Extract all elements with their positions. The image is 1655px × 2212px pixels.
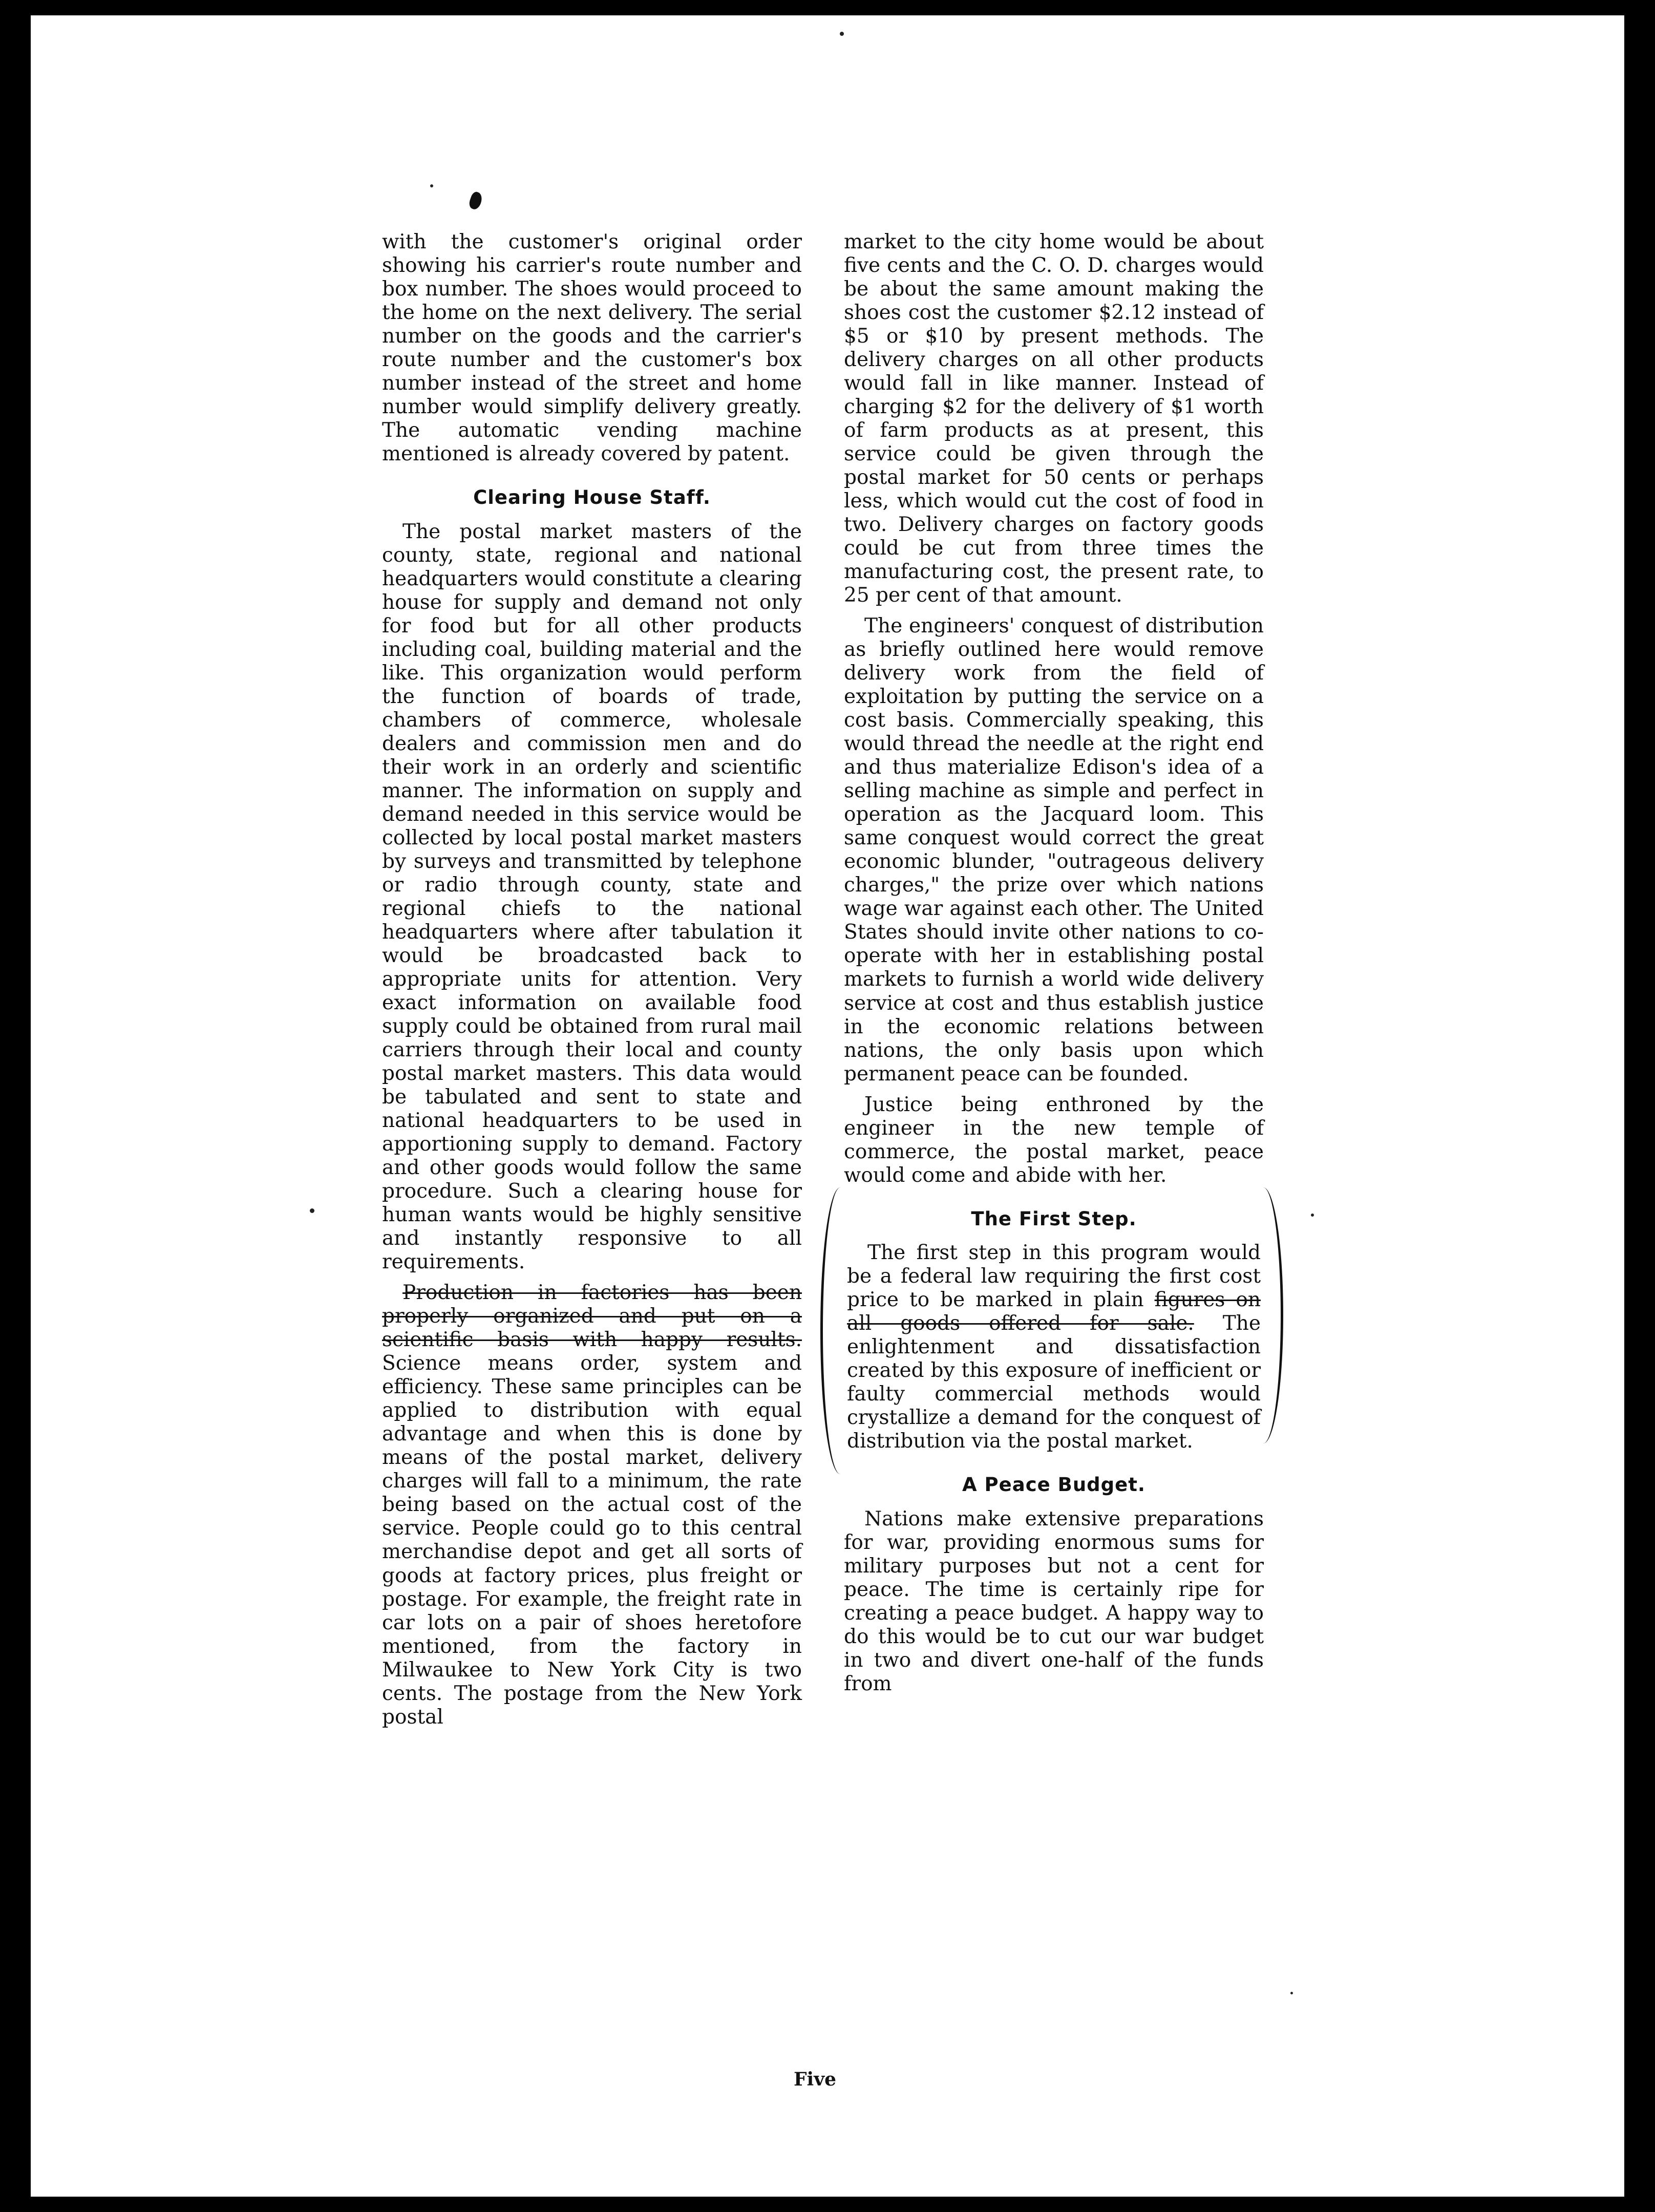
struck-phrase: figures on all goods offered for sale.: [847, 1288, 1261, 1335]
page-number: Five: [794, 2069, 837, 2090]
dust-speck: [840, 32, 844, 36]
first-step-bracket: [844, 1208, 1264, 1454]
ink-blot: [468, 190, 484, 210]
text-run: Science means order, system and efficiency. These same principles can be applied to distribution with equal advantage and when this is done by means of the postal market, delivery charges will fall to a minimum, the rate being based on the actual cost of the service. People could go to this central merchandise depot and get all sorts of goods at factory prices, plus freight or postage. For example, the freight rate in car lots on a pair of shoes heretofore mentioned, from the factory in Milwaukee to New York City is two cents. The postage from the New York postal: [382, 1352, 802, 1729]
paragraph: with the customer's original order showing his carrier's route number and box number. The shoes would proceed to the home on the next delivery. The serial number on the goods and the carrier's route number and the customer's box number instead of the street and home number would simplify delivery greatly. The automatic vending machine mentioned is already covered by patent.: [382, 230, 802, 466]
dust-speck: [1311, 1214, 1314, 1217]
paragraph: market to the city home would be about five cents and the C. O. D. charges would be about the same amount making the shoes cost the customer $2.12 instead of $5 or $10 by present methods. The delivery charges on all other products would fall in like manner. Instead of charging $2 for the delivery of $1 worth of farm products as at present, this service could be given through the postal market for 50 cents or perhaps less, which would cut the cost of food in two. Delivery charges on factory goods could be cut from three times the manufacturing cost, the present rate, to 25 per cent of that amount.: [844, 230, 1264, 607]
dust-speck: [310, 1208, 314, 1213]
text-run: The enlightenment and dissatisfaction created by this exposure of inefficient or faulty commercial methods would crystallize a demand for the conquest of distribution via the postal market.: [847, 1312, 1261, 1453]
dust-speck: [1290, 1992, 1293, 1994]
struck-sentence: Production in factories has been properly organized and put on a scientific basis with happy results.: [382, 1281, 802, 1352]
section-heading: A Peace Budget.: [962, 1474, 1145, 1496]
paragraph: Justice being enthroned by the engineer in the new temple of commerce, the postal market, peace would come and abide with her.: [844, 1093, 1264, 1187]
paragraph: [847, 1241, 1261, 1453]
dust-speck: [430, 184, 433, 187]
section-heading: Clearing House Staff.: [473, 486, 711, 509]
right-column: [844, 230, 1264, 1703]
paragraph: [382, 1281, 802, 1729]
paragraph: The postal market masters of the county, state, regional and national headquarters would constitute a clearing house for supply and demand not only for food but for all other products including coal, building material and the like. This organization would perform the function of boards of trade, chambers of commerce, wholesale dealers and commission men and do their work in an orderly and scientific manner. The information on supply and demand needed in this service would be collected by local postal market masters by surveys and transmitted by telephone or radio through county, state and regional chiefs to the national headquarters where after tabulation it would be broadcasted back to appropriate units for attention. Very exact information on available food supply could be obtained from rural mail carriers through their local and county postal market masters. This data would be tabulated and sent to state and national headquarters to be used in apportioning supply to demand. Factory and other goods would follow the same procedure. Such a clearing house for human wants would be highly sensitive and instantly responsive to all requirements.: [382, 520, 802, 1274]
document-page: [31, 15, 1624, 2197]
text-run: The first step in this program would be a federal law requiring the first cost price to be marked in plain: [847, 1241, 1261, 1312]
hand-drawn-bracket-right: [1250, 1187, 1283, 1443]
section-heading: The First Step.: [971, 1207, 1137, 1230]
left-column: [382, 230, 802, 1736]
paragraph: The engineers' conquest of distribution as briefly outlined here would remove delivery work from the field of exploitation by putting the service on a cost basis. Commercially speaking, this would thread the needle at the right end and thus materialize Edison's idea of a selling machine as simple and perfect in operation as the Jacquard loom. This same conquest would correct the great economic blunder, "outrageous delivery charges," the prize over which nations wage war against each other. The United States should invite other nations to co-operate with her in establishing postal markets to furnish a world wide delivery service at cost and thus establish justice in the economic relations between nations, the only basis upon which permanent peace can be founded.: [844, 614, 1264, 1086]
paragraph: Nations make extensive preparations for war, providing enormous sums for military purposes but not a cent for peace. The time is certainly ripe for creating a peace budget. A happy way to do this would be to cut our war budget in two and divert one-half of the funds from: [844, 1507, 1264, 1696]
hand-drawn-bracket-left: [820, 1187, 854, 1474]
